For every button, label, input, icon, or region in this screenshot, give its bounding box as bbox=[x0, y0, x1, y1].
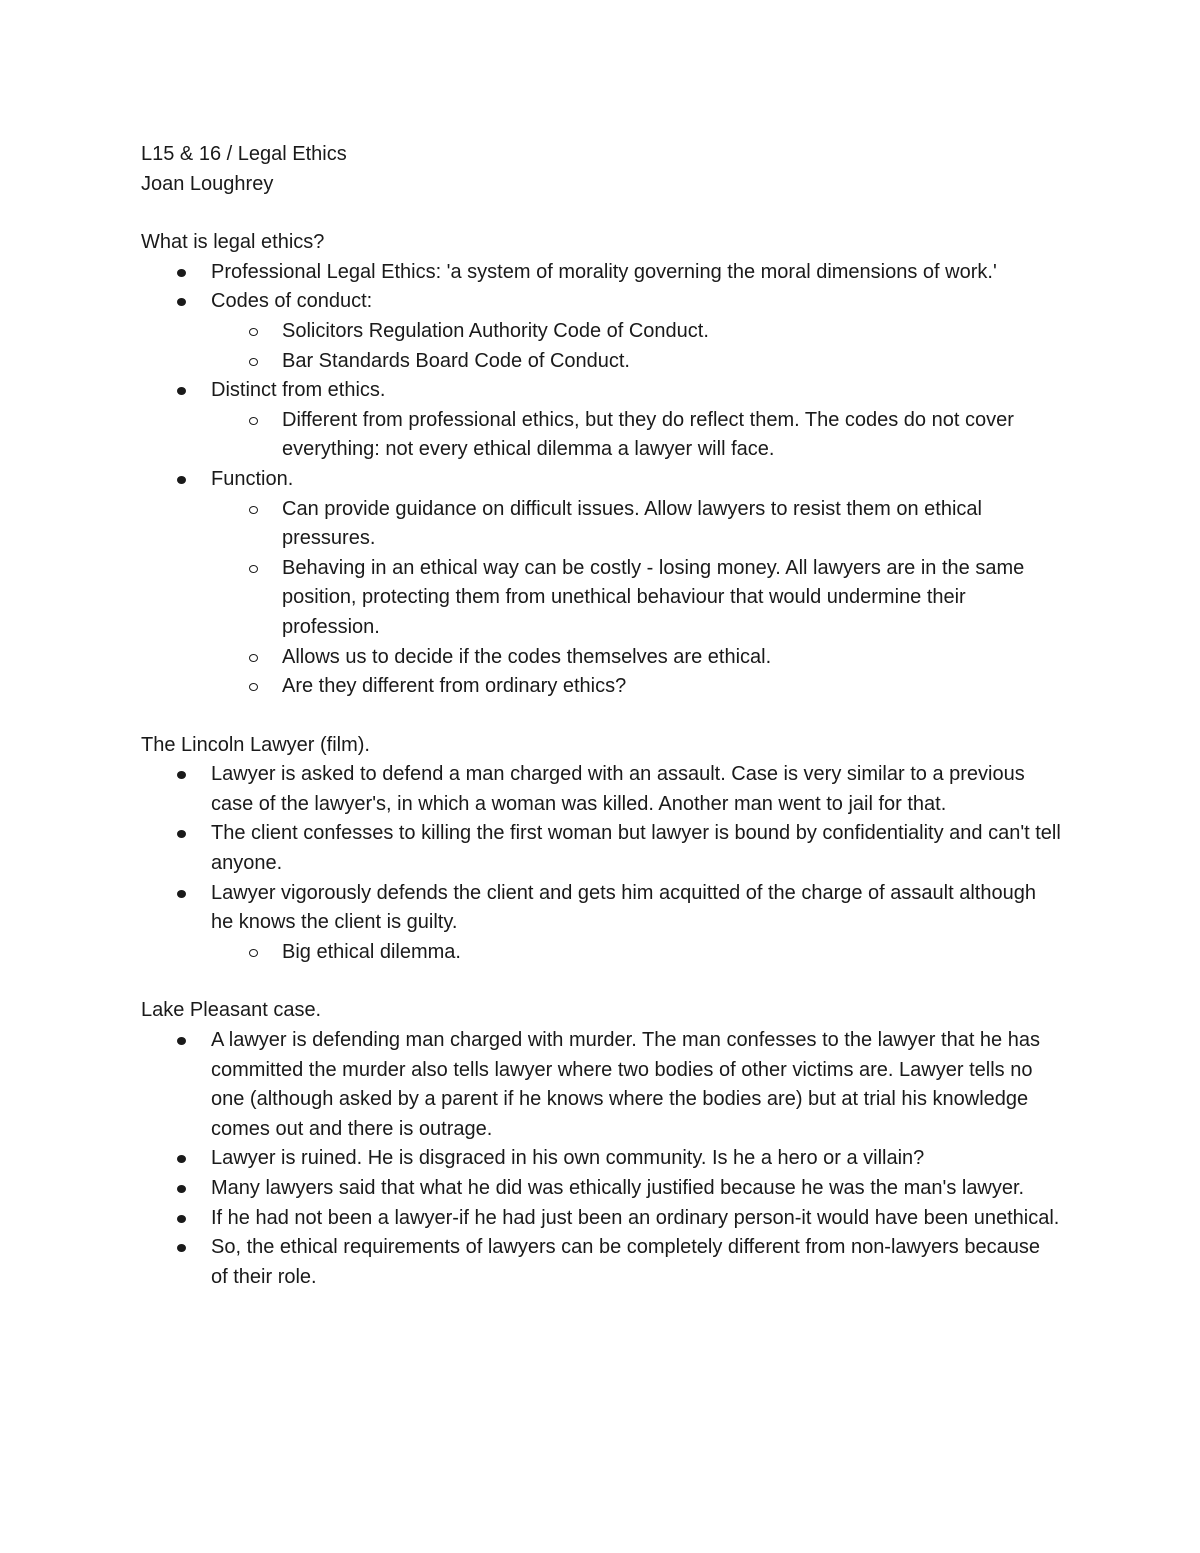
spacer bbox=[141, 702, 1061, 731]
bullet-circle-icon bbox=[249, 949, 258, 957]
list-item bbox=[141, 465, 1061, 702]
bullet-dot-icon bbox=[177, 387, 186, 395]
sub-list-wrapper bbox=[141, 317, 1061, 376]
sub-list-item-text: Different from professional ethics, but they do reflect them. The codes do not cover everything: not every ethical dilemma a lawyer will face. bbox=[282, 408, 1014, 461]
bullet-circle-icon bbox=[249, 506, 258, 514]
list-item-text: The client confesses to killing the first woman but lawyer is bound by confidentiality and can't tell anyone. bbox=[211, 822, 1061, 875]
sub-list-item bbox=[141, 672, 1061, 702]
sub-list-item bbox=[141, 643, 1061, 673]
document-title: L15 & 16 / Legal Ethics bbox=[141, 143, 347, 165]
bullet-circle-icon bbox=[249, 565, 258, 573]
bullet-dot-icon bbox=[177, 1037, 186, 1045]
list-item-text: A lawyer is defending man charged with murder. The man confesses to the lawyer that he has committed the murder also tells lawyer where two bodies of other victims are. Lawyer tells no one (although asked by a parent if he knows where the bodies are) but at trial his knowledge comes out and there is outrage. bbox=[211, 1029, 1040, 1140]
list-item-text: Many lawyers said that what he did was ethically justified because he was the man's lawyer. bbox=[211, 1177, 1025, 1199]
sub-list-item bbox=[141, 317, 1061, 347]
list-item bbox=[141, 287, 1061, 376]
sub-list-item-text: Are they different from ordinary ethics? bbox=[282, 675, 627, 698]
list-item-text: Lawyer vigorously defends the client and gets him acquitted of the charge of assault although he knows the client is guilty. bbox=[211, 881, 1036, 934]
section-heading-lincoln-lawyer: The Lincoln Lawyer (film). bbox=[141, 733, 370, 756]
sub-bullet-list bbox=[141, 317, 1061, 376]
list-item bbox=[141, 819, 1061, 878]
sub-list-item bbox=[141, 347, 1061, 377]
sub-bullet-list bbox=[141, 406, 1061, 465]
bullet-dot-icon bbox=[177, 771, 186, 779]
sub-list-item bbox=[141, 554, 1061, 643]
sub-list-item-text: Big ethical dilemma. bbox=[282, 940, 461, 963]
bullet-dot-icon bbox=[177, 1215, 186, 1223]
section-heading-lake-pleasant: Lake Pleasant case. bbox=[141, 999, 322, 1022]
sub-list-item-text: Allows us to decide if the codes themselves are ethical. bbox=[282, 645, 772, 668]
bullet-dot-icon bbox=[177, 1155, 186, 1163]
list-item-text: Function. bbox=[211, 467, 294, 490]
list-item-text: Codes of conduct: bbox=[211, 290, 373, 313]
bullet-dot-icon bbox=[177, 890, 186, 898]
bullet-dot-icon bbox=[177, 1244, 186, 1252]
list-item-text: So, the ethical requirements of lawyers can be completely different from non-lawyers because of their role. bbox=[211, 1236, 1040, 1288]
sub-list-item-text: Solicitors Regulation Authority Code of Conduct. bbox=[282, 319, 709, 342]
sub-list-item bbox=[141, 938, 1061, 968]
sub-list-item-text: Can provide guidance on difficult issues. Allow lawyers to resist them on ethical pressures. bbox=[282, 497, 982, 550]
sub-list-item-text: Behaving in an ethical way can be costly - losing money. All lawyers are in the same position, protecting them from unethical behaviour that would undermine their profession. bbox=[282, 556, 1025, 638]
list-item bbox=[141, 1026, 1061, 1144]
sub-list-wrapper bbox=[141, 406, 1061, 465]
list-item bbox=[141, 1204, 1061, 1234]
bullet-list-lake-pleasant bbox=[141, 1026, 1061, 1292]
document-page bbox=[141, 140, 1061, 1292]
list-item bbox=[141, 879, 1061, 968]
bullet-dot-icon bbox=[177, 830, 186, 838]
document-author: Joan Loughrey bbox=[141, 172, 274, 195]
spacer bbox=[141, 199, 1061, 228]
list-item bbox=[141, 258, 1061, 288]
bullet-dot-icon bbox=[177, 476, 186, 484]
sub-list-item bbox=[141, 406, 1061, 465]
list-item-text: Lawyer is asked to defend a man charged with an assault. Case is very similar to a previous case of the lawyer's, in which a woman was killed. Another man went to jail for that. bbox=[211, 763, 1025, 815]
list-item bbox=[141, 1174, 1061, 1204]
bullet-dot-icon bbox=[177, 269, 186, 277]
sub-list-wrapper bbox=[141, 495, 1061, 702]
bullet-circle-icon bbox=[249, 328, 258, 336]
bullet-dot-icon bbox=[177, 298, 186, 306]
bullet-circle-icon bbox=[249, 683, 258, 691]
spacer bbox=[141, 967, 1061, 996]
sub-list-wrapper bbox=[141, 938, 1061, 968]
list-item bbox=[141, 760, 1061, 819]
bullet-dot-icon bbox=[177, 1185, 186, 1193]
section-heading-what-is-legal-ethics: What is legal ethics? bbox=[141, 231, 325, 254]
bullet-list-legal-ethics bbox=[141, 258, 1061, 702]
sub-list-item bbox=[141, 495, 1061, 554]
sub-bullet-list bbox=[141, 495, 1061, 702]
list-item bbox=[141, 1233, 1061, 1292]
list-item-text: Distinct from ethics. bbox=[211, 379, 386, 402]
sub-bullet-list bbox=[141, 938, 1061, 968]
list-item bbox=[141, 376, 1061, 465]
list-item-text: Professional Legal Ethics: 'a system of morality governing the moral dimensions of work.' bbox=[211, 260, 997, 283]
bullet-circle-icon bbox=[249, 417, 258, 425]
bullet-list-lincoln-lawyer bbox=[141, 760, 1061, 967]
bullet-circle-icon bbox=[249, 358, 258, 366]
list-item-text: If he had not been a lawyer-if he had just been an ordinary person-it would have been unethical. bbox=[211, 1206, 1060, 1229]
sub-list-item-text: Bar Standards Board Code of Conduct. bbox=[282, 349, 630, 372]
list-item-text: Lawyer is ruined. He is disgraced in his own community. Is he a hero or a villain? bbox=[211, 1147, 925, 1170]
bullet-circle-icon bbox=[249, 654, 258, 662]
list-item bbox=[141, 1144, 1061, 1174]
